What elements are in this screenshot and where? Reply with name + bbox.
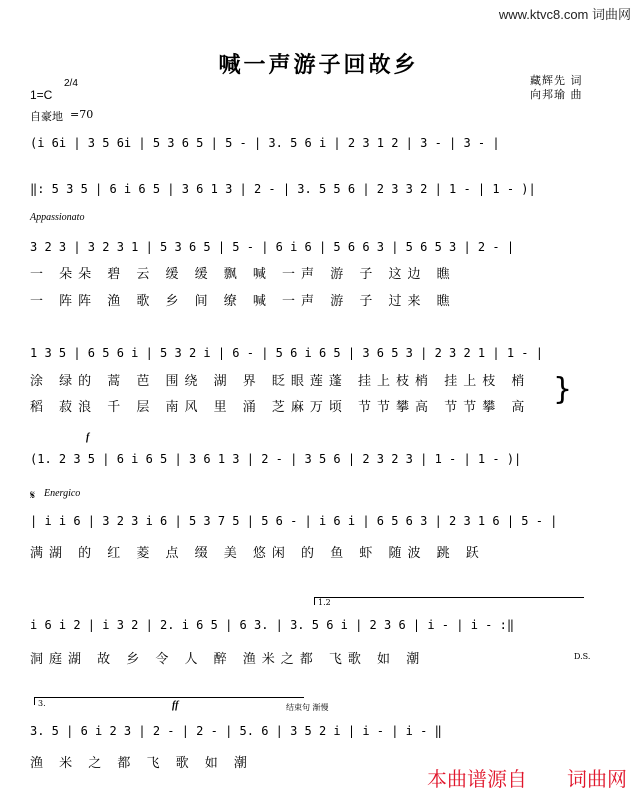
ds-marking: D.S.	[574, 652, 591, 661]
lyric-line-4: 稻 菽浪 千 层 南风 里 涌 芝麻万顷 节节攀高 节节攀 高	[30, 400, 531, 415]
notation-row-6: | i i 6 | 3 2 3 i 6 | 5 3 7 5 | 5 6 - | i 6 i | 6 5 6 3 | 2 3 1 6 | 5 - |	[30, 514, 558, 528]
notation-row-2: ‖: 5 3 5 | 6 i 6 5 | 3 6 1 3 | 2 - | 3. 5 5 6 | 2 3 3 2 | 1 - | 1 - )|	[30, 182, 536, 196]
dynamic-f: f	[86, 432, 90, 443]
notation-row-3: 3 2 3 | 3 2 3 1 | 5 3 6 5 | 5 - | 6 i 6 | 5 6 6 3 | 5 6 5 3 | 2 - |	[30, 240, 515, 254]
lyric-line-3: 涂 绿的 蒿 芭 围绕 湖 界 眨眼莲蓬 挂上枝梢 挂上枝 梢	[30, 374, 531, 389]
ending-note: 结束句 渐慢	[286, 703, 329, 712]
footer-site-logo[interactable]: 词曲网	[567, 767, 627, 791]
lyric-line-6: 洞庭湖 故 乡 令 人 醉 渔米之都 飞歌 如 潮	[30, 652, 426, 667]
dynamic-ff: ff	[172, 700, 179, 711]
notation-row-5: (1. 2 3 5 | 6 i 6 5 | 3 6 1 3 | 2 - | 3 5 6 | 2 3 2 3 | 1 - | 1 - )|	[30, 452, 522, 466]
lyric-line-7: 渔 米 之 都 飞 歌 如 潮	[30, 756, 253, 771]
lyric-line-2: 一 阵阵 渔 歌 乡 间 缭 喊 一声 游 子 过来 瞧	[30, 294, 456, 309]
segno-icon: 𝄋	[30, 488, 36, 502]
lyric-line-1: 一 朵朵 碧 云 缓 缓 飘 喊 一声 游 子 这边 瞧	[30, 267, 456, 282]
notation-row-7: i 6 i 2 | i 3 2 | 2. i 6 5 | 6 3. | 3. 5 6 i | 2 3 6 | i - | i - :‖	[30, 618, 515, 632]
site-url[interactable]: www.ktvc8.com 词曲网	[498, 7, 631, 22]
lyric-line-5: 满湖 的 红 菱 点 缀 美 悠闲 的 鱼 虾 随波 跳 跃	[30, 546, 485, 561]
tempo-value: =70	[70, 108, 94, 121]
time-signature: 2/4	[64, 78, 78, 89]
notation-row-1: (i 6i | 3 5 6i | 5 3 6 5 | 5 - | 3. 5 6 i | 2 3 1 2 | 3 - | 3 - |	[30, 136, 500, 150]
lyricist-credit: 藏辉先 词	[530, 74, 583, 87]
footer-source-text: 本曲谱源自	[427, 767, 527, 791]
lyric-brace: }	[553, 372, 573, 407]
ending-label-3: 3.	[38, 699, 46, 708]
notation-row-4: 1 3 5 | 6 5 6 i | 5 3 2 i | 6 - | 5 6 i 6 5 | 3 6 5 3 | 2 3 2 1 | 1 - |	[30, 346, 543, 360]
notation-row-8: 3. 5 | 6 i 2 3 | 2 - | 2 - | 5. 6 | 3 5 2 i | i - | i - ‖	[30, 724, 442, 738]
expression-energico: Energico	[44, 488, 81, 499]
composer-credit: 向邦瑜 曲	[530, 88, 583, 101]
expression-appassionato: Appassionato	[30, 212, 85, 223]
key-signature: 1=C	[30, 88, 53, 102]
ending-label-1-2: 1.2	[318, 598, 331, 607]
tempo-text: 自豪地	[30, 110, 63, 123]
song-title: 喊一声游子回故乡	[218, 52, 419, 78]
